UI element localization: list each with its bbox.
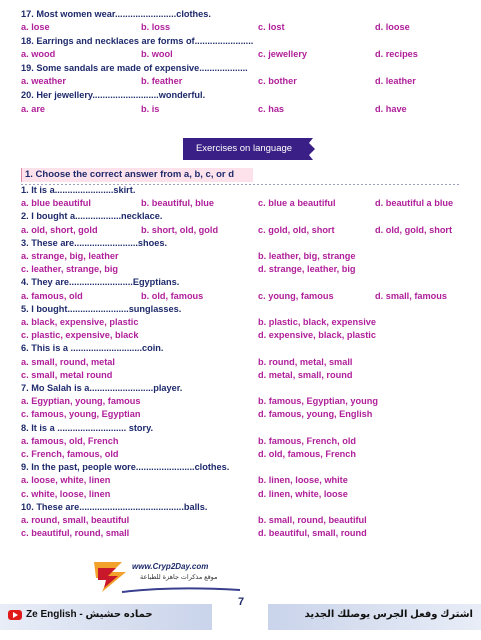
question-5: 5. I bought........................sunglasses. [21, 303, 182, 314]
question-8: 8. It is a ........................... story. [21, 422, 154, 433]
option: a. are [21, 104, 46, 114]
option: a. small, round, metal [21, 356, 115, 367]
option: c. blue a beautiful [258, 198, 336, 209]
option: c. lost [258, 22, 285, 32]
option: d. metal, small, round [258, 369, 353, 380]
option: b. feather [141, 76, 183, 86]
option: b. old, famous [141, 290, 204, 301]
option: d. recipes [375, 49, 418, 59]
option: a. famous, old, French [21, 435, 119, 446]
question-4: 4. They are.........................Egyptians. [21, 277, 180, 288]
option: c. has [258, 104, 285, 114]
question-20: 20. Her jewellery..........................wonderful. [21, 90, 206, 100]
option: a. weather [21, 76, 66, 86]
option: c. beautiful, round, small [21, 528, 130, 539]
option: a. blue beautiful [21, 198, 91, 209]
option: c. plastic, expensive, black [21, 330, 139, 341]
option: c. gold, old, short [258, 224, 335, 235]
option: c. white, loose, linen [21, 488, 111, 499]
option: a. round, small, beautiful [21, 515, 130, 525]
option: a. loose, white, linen [21, 475, 111, 486]
option: d. leather [375, 76, 416, 86]
logo-subtitle: موقع مذكرات جاهزة للطباعة [140, 574, 218, 581]
option: b. round, metal, small [258, 356, 353, 367]
option: b. famous, Egyptian, young [258, 396, 378, 407]
option: d. famous, young, English [258, 409, 373, 420]
option: d. loose [375, 22, 410, 32]
option: c. famous, young, Egyptian [21, 409, 141, 420]
option: d. have [375, 104, 407, 114]
page-number: 7 [237, 596, 245, 608]
option: d. old, gold, short [375, 224, 453, 235]
option: a. old, short, gold [21, 224, 98, 235]
option: c. jewellery [258, 49, 308, 59]
question-17: 17. Most women wear........................clothes. [21, 9, 211, 19]
option: a. Egyptian, young, famous [21, 396, 141, 407]
option: b. is [141, 104, 160, 114]
section-title: Exercises on language [183, 138, 305, 160]
question-1: 1. It is a.......................skirt. [21, 185, 136, 195]
option: b. famous, French, old [258, 435, 357, 446]
option: a. black, expensive, plastic [21, 317, 139, 327]
option: d. old, famous, French [258, 449, 357, 459]
option: d. small, famous [375, 290, 447, 301]
option: a. wood [21, 49, 56, 59]
option: c. small, metal round [21, 369, 113, 380]
option: c. young, famous [258, 290, 334, 301]
question-2: 2. I bought a..................necklace. [21, 211, 163, 222]
question-7: 7. Mo Salah is a.........................player. [21, 383, 183, 393]
question-6: 6. This is a ............................coin. [21, 343, 164, 354]
option: a. famous, old [21, 290, 83, 301]
option: b. beautiful, blue [141, 198, 214, 209]
option: d. beautiful, small, round [258, 528, 367, 539]
option: b. short, old, gold [141, 224, 219, 235]
question-18: 18. Earrings and necklaces are forms of....................... [21, 36, 254, 46]
option: a. lose [21, 22, 50, 32]
question-10: 10. These are.........................................balls. [21, 501, 208, 512]
subscribe-message: اشترك وفعل الجرس يوصلك الجديد [304, 609, 473, 620]
option: c. leather, strange, big [21, 264, 119, 275]
option: b. loss [141, 22, 171, 32]
question-3: 3. These are.........................shoes. [21, 237, 168, 248]
option: c. bother [258, 76, 297, 86]
option: d. linen, white, loose [258, 488, 348, 499]
youtube-icon[interactable] [8, 610, 22, 620]
option: c. French, famous, old [21, 449, 119, 459]
option: b. small, round, beautiful [258, 515, 367, 525]
option: b. plastic, black, expensive [258, 317, 376, 327]
zigzag-decoration-icon [303, 138, 319, 160]
question-9: 9. In the past, people wore.......................clothes. [21, 462, 230, 473]
option: a. strange, big, leather [21, 251, 119, 261]
option: b. wool [141, 49, 173, 59]
option: d. strange, leather, big [258, 264, 356, 275]
channel-name: Ze English - حماده حشيش [26, 609, 153, 620]
option: d. beautiful a blue [375, 198, 454, 209]
question-19: 19. Some sandals are made of expensive................... [21, 63, 248, 73]
instruction-heading: 1. Choose the correct answer from a, b, c, or d [21, 168, 253, 182]
option: b. leather, big, strange [258, 251, 356, 261]
option: b. linen, loose, white [258, 475, 348, 486]
option: d. expensive, black, plastic [258, 330, 376, 341]
logo-url-text: www.Cryp2Day.com [132, 562, 209, 571]
